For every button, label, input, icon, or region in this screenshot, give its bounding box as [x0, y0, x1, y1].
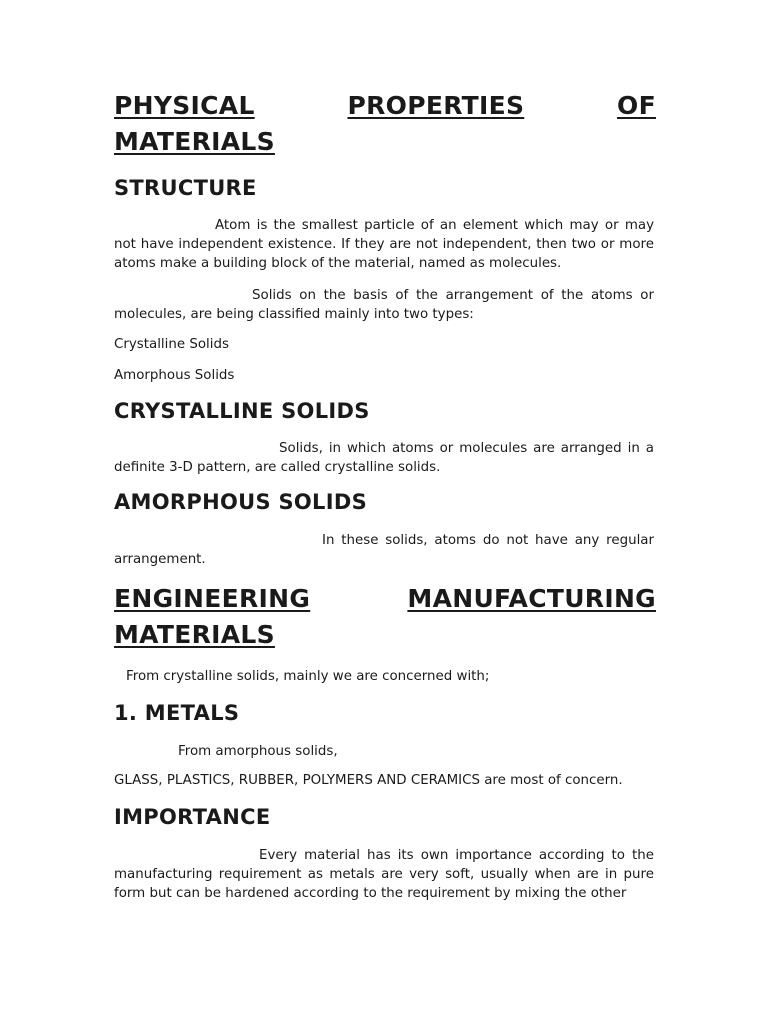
structure-paragraph-1: Atom is the smallest particle of an element which may or may not have independent existence. If they are not independent, then two or more atoms make a building block of the material, named as molecules.	[114, 218, 654, 271]
engineering-word-2: MANUFACTURING	[407, 584, 656, 613]
importance-paragraph: Every material has its own importance according to the manufacturing requirement as metals are very soft, usually when are in pure form but can be hardened according to the requirement by mixing the other	[114, 848, 654, 901]
heading-structure: STRUCTURE	[114, 176, 257, 200]
solid-type-crystalline: Crystalline Solids	[114, 337, 229, 352]
heading-engineering-materials	[114, 581, 702, 653]
title-line-2: MATERIALS	[114, 127, 275, 156]
engineering-intro: From crystalline solids, mainly we are concerned with;	[126, 669, 490, 684]
title-line-1	[114, 88, 722, 124]
heading-importance: IMPORTANCE	[114, 805, 271, 829]
title-word-3: OF	[617, 91, 656, 120]
engineering-line-2: MATERIALS	[114, 620, 275, 649]
structure-paragraph-2: Solids on the basis of the arrangement of the atoms or molecules, are being classified mainly into two types:	[114, 288, 654, 322]
amorphous-intro: From amorphous solids,	[178, 744, 338, 759]
engineering-word-1: ENGINEERING	[114, 584, 311, 613]
crystalline-paragraph: Solids, in which atoms or molecules are arranged in a definite 3-D pattern, are called crystalline solids.	[114, 441, 654, 475]
title-word-1: PHYSICAL	[114, 91, 255, 120]
materials-of-concern: GLASS, PLASTICS, RUBBER, POLYMERS AND CERAMICS are most of concern.	[114, 773, 623, 788]
heading-crystalline-solids: CRYSTALLINE SOLIDS	[114, 399, 370, 423]
amorphous-paragraph: In these solids, atoms do not have any regular arrangement.	[114, 533, 654, 567]
heading-amorphous-solids: AMORPHOUS SOLIDS	[114, 490, 368, 514]
document-title	[114, 88, 722, 160]
heading-metals: 1. METALS	[114, 701, 240, 725]
solid-type-amorphous: Amorphous Solids	[114, 368, 235, 383]
title-word-2: PROPERTIES	[347, 91, 525, 120]
engineering-line-1	[114, 581, 702, 617]
